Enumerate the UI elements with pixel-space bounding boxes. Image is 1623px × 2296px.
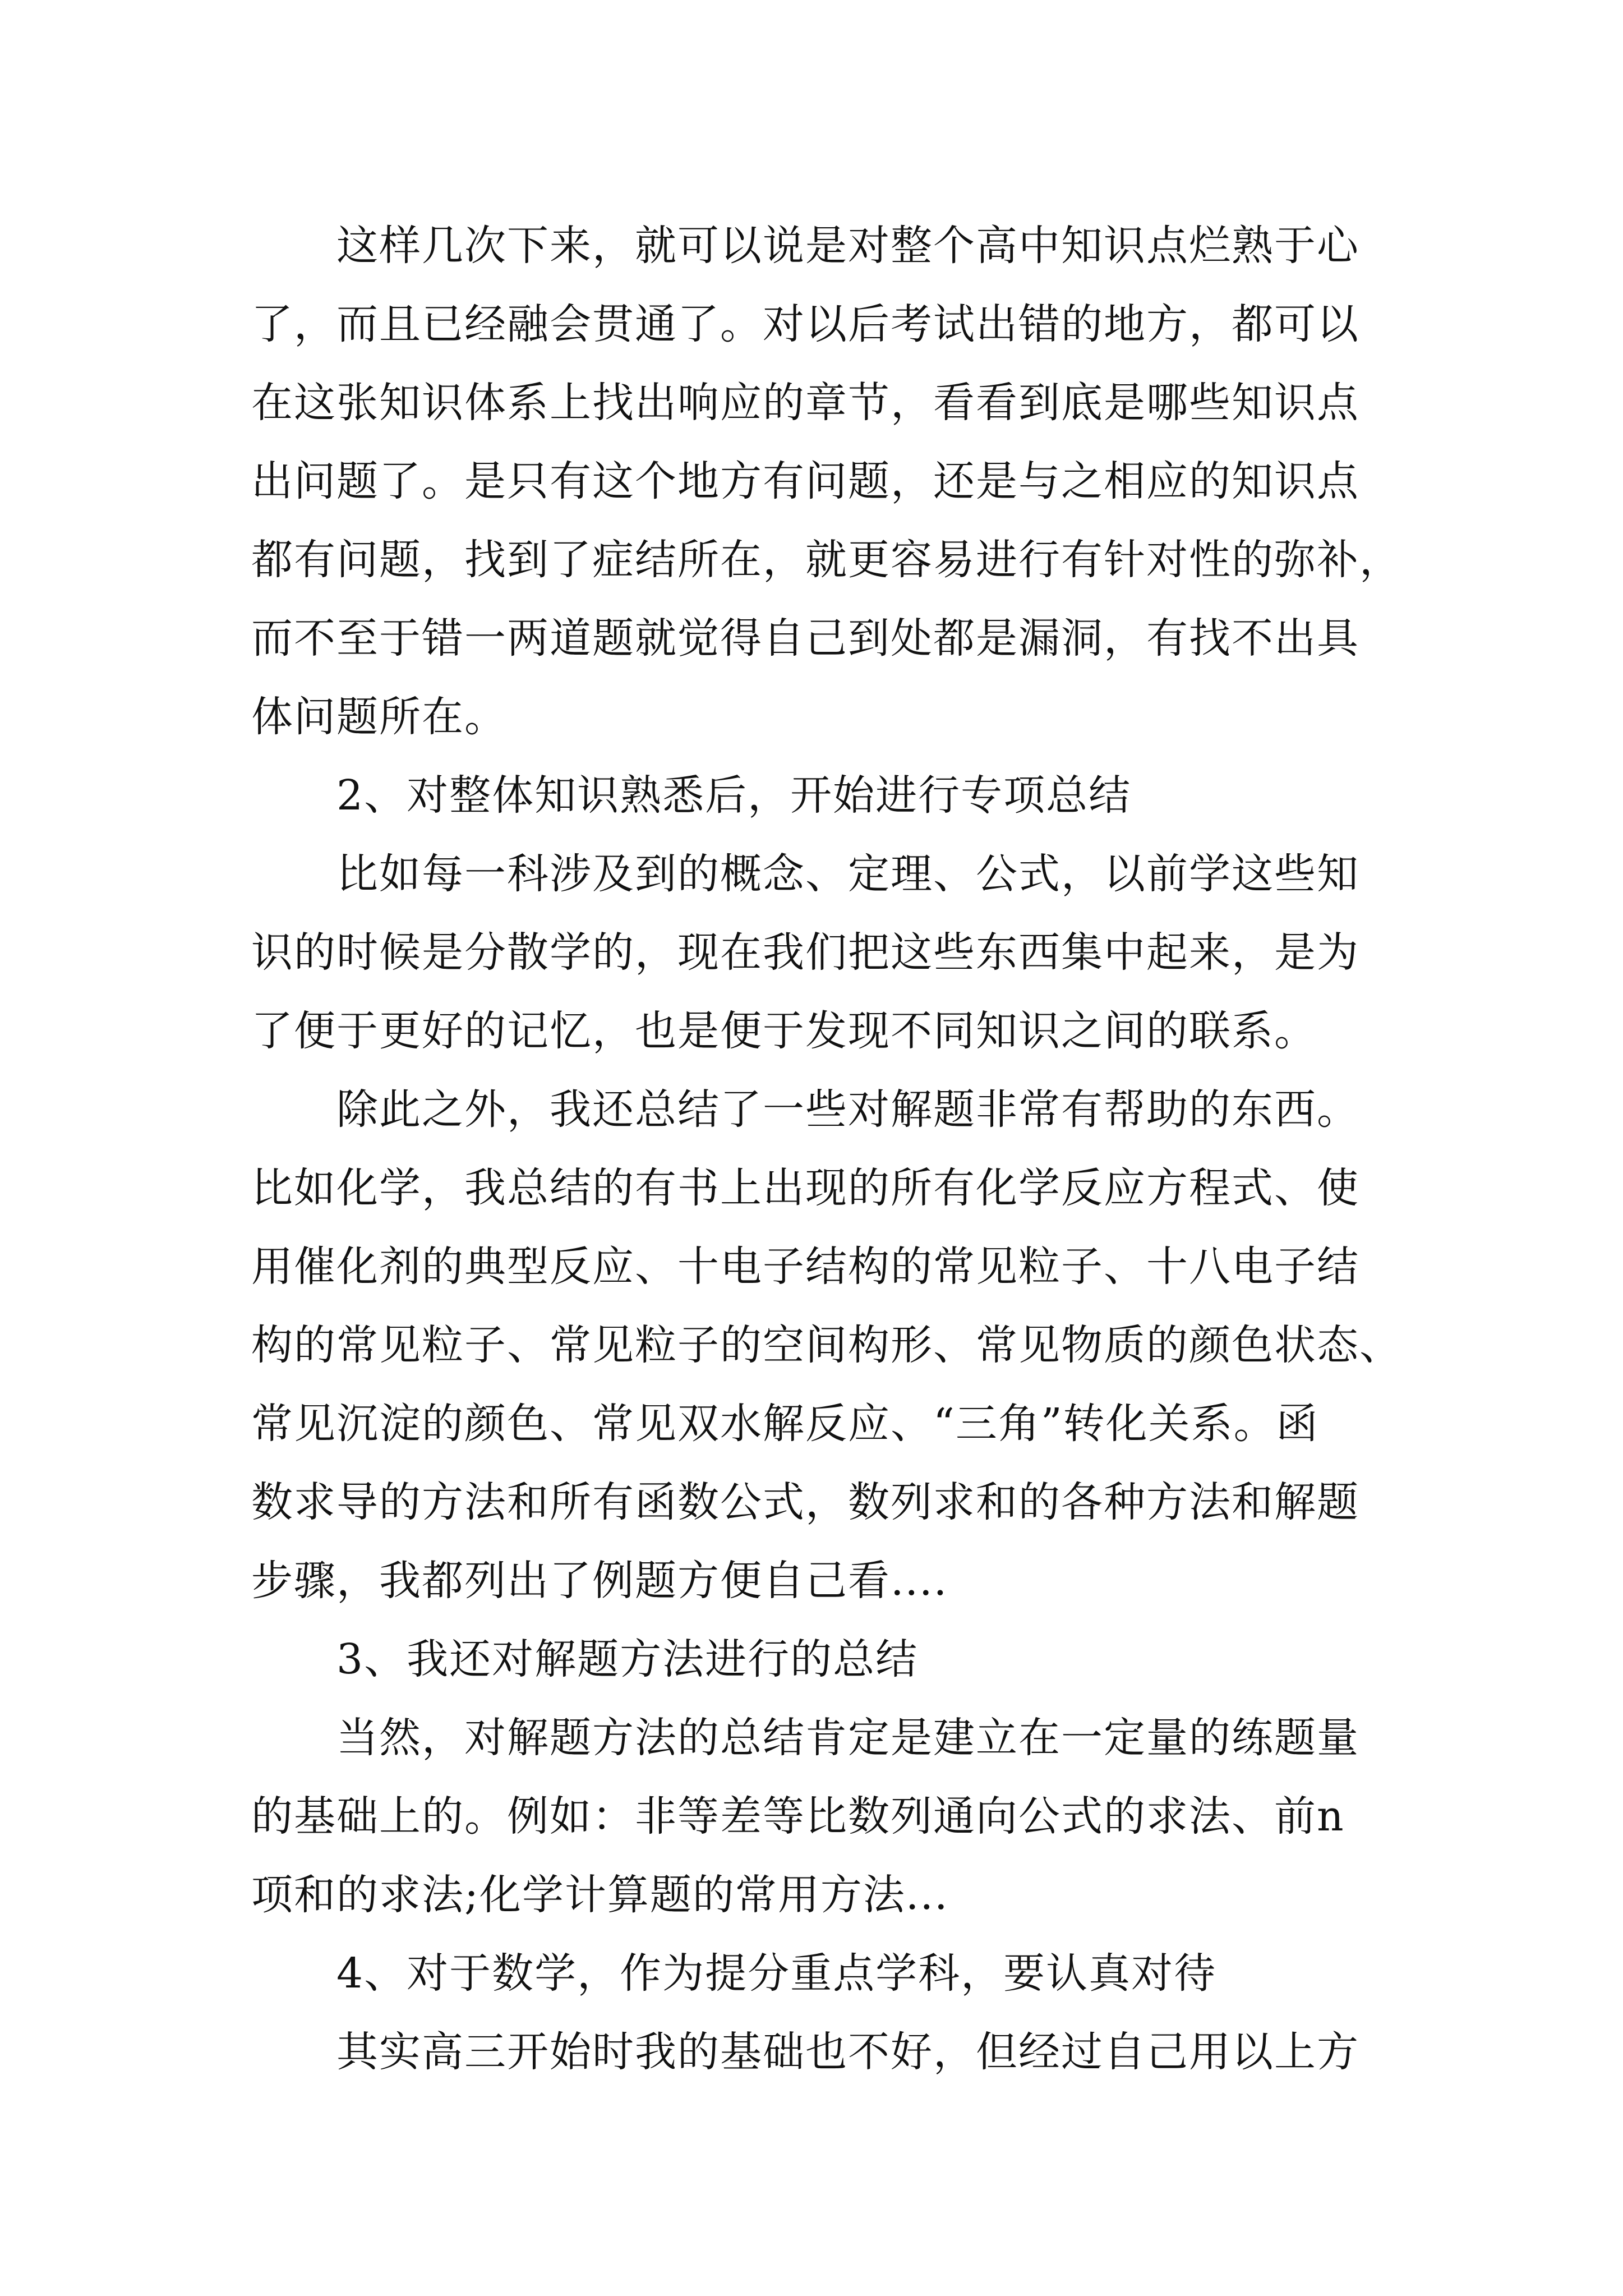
paragraph-line: 用催化剂的典型反应、十电子结构的常见粒子、十八电子结 [251,1243,1359,1291]
paragraph-line: 数求导的方法和所有函数公式，数列求和的各种方法和解题 [251,1478,1359,1526]
section-heading: 3、我还对解题方法进行的总结 [336,1635,919,1683]
section-heading: 2、对整体知识熟悉后，开始进行专项总结 [336,771,1132,820]
section-heading: 4、对于数学，作为提分重点学科，要认真对待 [336,1949,1217,1998]
paragraph-line: 步骤，我都列出了例题方便自己看.... [251,1557,948,1605]
paragraph-line: 比如每一科涉及到的概念、定理、公式，以前学这些知 [336,850,1359,898]
paragraph-line: 都有问题，找到了症结所在，就更容易进行有针对性的弥补， [251,536,1402,584]
paragraph-line: 出问题了。是只有这个地方有问题，还是与之相应的知识点 [251,457,1359,505]
paragraph-line: 体问题所在。 [251,693,507,741]
paragraph-line: 的基础上的。例如：非等差等比数列通向公式的求法、前n [251,1792,1345,1841]
paragraph-line: 在这张知识体系上找出响应的章节，看看到底是哪些知识点 [251,379,1359,427]
paragraph-line: 了，而且已经融会贯通了。对以后考试出错的地方，都可以 [251,300,1359,348]
paragraph-line: 构的常见粒子、常见粒子的空间构形、常见物质的颜色状态、 [251,1321,1402,1369]
paragraph-line: 常见沉淀的颜色、常见双水解反应、“三角”转化关系。函 [251,1400,1319,1448]
paragraph-line: 了便于更好的记忆，也是便于发现不同知识之间的联系。 [251,1007,1317,1055]
paragraph-line: 比如化学，我总结的有书上出现的所有化学反应方程式、使 [251,1164,1359,1212]
paragraph-line: 识的时候是分散学的，现在我们把这些东西集中起来，是为 [251,928,1359,977]
paragraph-line: 除此之外，我还总结了一些对解题非常有帮助的东西。 [336,1085,1359,1134]
paragraph-line: 项和的求法;化学计算题的常用方法... [251,1871,949,1919]
paragraph-line: 这样几次下来，就可以说是对整个高中知识点烂熟于心 [336,222,1359,270]
paragraph-line: 当然，对解题方法的总结肯定是建立在一定量的练题量 [336,1714,1359,1762]
paragraph-line: 其实高三开始时我的基础也不好，但经过自己用以上方 [336,2028,1359,2076]
paragraph-line: 而不至于错一两道题就觉得自己到处都是漏洞，有找不出具 [251,614,1359,662]
